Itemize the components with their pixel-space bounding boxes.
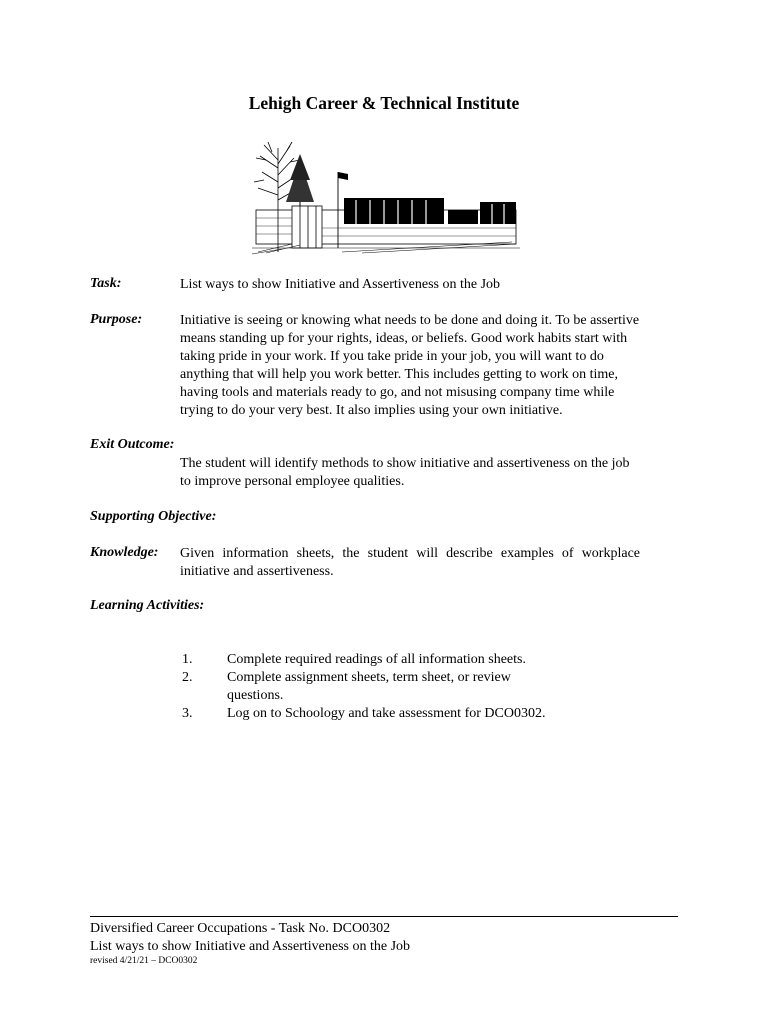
task-text: List ways to show Initiative and Assertiveness on the Job xyxy=(180,277,501,292)
list-item xyxy=(182,669,545,705)
knowledge-line: initiative and assertiveness. xyxy=(180,564,334,579)
learning-activities-label: Learning Activities: xyxy=(90,598,205,613)
activity-list xyxy=(182,651,545,723)
list-item-line: Complete required readings of all information sheets. xyxy=(227,652,526,667)
list-item-line: questions. xyxy=(227,688,284,703)
list-item-line: Complete assignment sheets, term sheet, or review xyxy=(227,670,511,685)
page-title: Lehigh Career & Technical Institute xyxy=(248,93,520,113)
knowledge-line: Given information sheets, the student will describe examples of workplace xyxy=(180,546,640,561)
list-item-text xyxy=(227,651,526,669)
list-item-text xyxy=(227,705,545,723)
exit-outcome-label: Exit Outcome: xyxy=(90,437,175,452)
purpose-line: anything that will help you work better. This includes getting to work on time, xyxy=(180,367,618,382)
list-item-number: 1. xyxy=(182,652,193,667)
purpose-line: taking pride in your work. If you take pride in your job, you will want to do xyxy=(180,349,604,364)
footer-revision-line: revised 4/21/21 – DCO0302 xyxy=(90,956,198,966)
footer-task-line: List ways to show Initiative and Assertiveness on the Job xyxy=(90,939,411,954)
exit-outcome-line: The student will identify methods to show initiative and assertiveness on the job xyxy=(180,456,630,471)
school-building-sketch-icon xyxy=(252,140,520,255)
exit-outcome-line: to improve personal employee qualities. xyxy=(180,474,405,489)
purpose-line: Initiative is seeing or knowing what needs to be done and doing it. To be assertive xyxy=(180,313,640,328)
list-item-number: 3. xyxy=(182,706,193,721)
footer-course-line: Diversified Career Occupations - Task No. DCO0302 xyxy=(90,921,391,936)
list-item-text xyxy=(227,669,511,705)
list-item-number: 2. xyxy=(182,670,193,685)
purpose-line: trying to do your very best. It also implies using your own initiative. xyxy=(180,403,563,418)
footer-divider xyxy=(90,916,678,917)
knowledge-label: Knowledge: xyxy=(90,545,159,560)
list-item xyxy=(182,705,545,723)
list-item xyxy=(182,651,545,669)
exit-outcome-text xyxy=(180,455,690,491)
purpose-text xyxy=(180,312,690,420)
supporting-objective-label: Supporting Objective: xyxy=(90,509,217,524)
list-item-line: Log on to Schoology and take assessment for DCO0302. xyxy=(227,706,546,721)
purpose-label: Purpose: xyxy=(90,312,143,327)
task-label: Task: xyxy=(90,276,122,291)
purpose-line: means standing up for your rights, ideas, or beliefs. Good work habits start with xyxy=(180,331,628,346)
knowledge-text xyxy=(180,545,640,581)
purpose-line: having tools and materials ready to go, and not misusing company time while xyxy=(180,385,615,400)
